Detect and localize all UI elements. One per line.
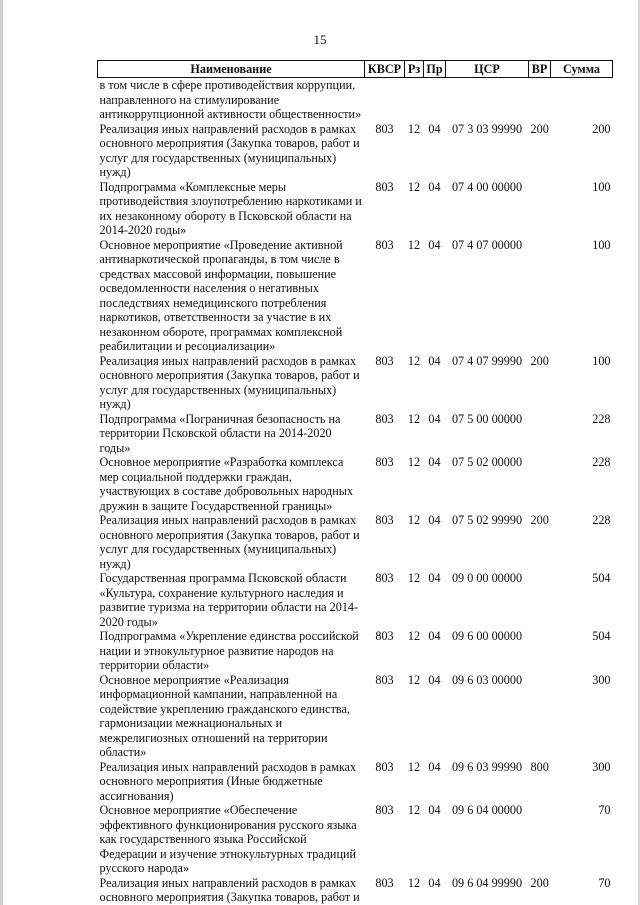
row-vr <box>529 180 551 238</box>
row-vr <box>529 78 551 122</box>
row-name: Реализация иных направлений расходов в рамках основного мероприятия (Иные бюджетные ассигнования) <box>99 759 357 803</box>
table-row <box>98 180 613 238</box>
row-csr: 07 3 03 99990 <box>451 121 523 136</box>
row-pr: 04 <box>428 803 441 817</box>
row-vr <box>529 571 551 629</box>
row-kvsr: 803 <box>375 759 394 774</box>
row-csr: 07 4 07 00000 <box>451 237 523 252</box>
scan-edge-left <box>0 0 3 905</box>
row-sum: 504 <box>592 629 611 643</box>
row-rz: 12 <box>407 629 421 643</box>
row-csr: 09 6 03 99990 <box>451 759 523 774</box>
row-rz: 12 <box>407 672 421 687</box>
table-row <box>98 455 613 513</box>
row-rz: 12 <box>407 571 421 585</box>
row-vr: 200 <box>530 875 549 890</box>
column-header-sum: Сумма <box>551 61 613 78</box>
row-pr: 04 <box>428 875 441 890</box>
row-kvsr: 803 <box>375 803 394 817</box>
row-csr: 07 5 00 00000 <box>451 411 523 426</box>
row-pr: 04 <box>428 121 441 136</box>
row-kvsr <box>365 78 405 122</box>
budget-table <box>97 60 613 905</box>
row-pr: 04 <box>428 353 441 368</box>
row-kvsr: 803 <box>375 179 394 194</box>
row-sum <box>551 78 613 122</box>
row-pr: 04 <box>428 629 441 643</box>
row-name: Основное мероприятие «Реализация информационной кампании, направленной на содействие укреплению гражданского единства, гармонизации межнациональных и межрелигиозных отношений на территории области» <box>99 672 350 759</box>
table-row <box>98 238 613 354</box>
row-name: Реализация иных направлений расходов в рамках основного мероприятия (Закупка товаров, работ и услуг для государственных (муниципальных) нужд) <box>99 513 360 571</box>
row-pr: 04 <box>428 179 441 194</box>
row-vr: 200 <box>530 513 549 527</box>
table-row <box>98 412 613 456</box>
row-vr <box>529 412 551 456</box>
row-rz: 12 <box>407 121 421 136</box>
row-csr <box>446 78 529 122</box>
row-kvsr: 803 <box>375 411 394 426</box>
row-csr: 09 6 00 00000 <box>451 629 523 643</box>
row-sum: 228 <box>592 455 611 469</box>
row-vr: 200 <box>530 121 549 136</box>
row-name: Основное мероприятие «Разработка комплекса мер социальной поддержки граждан, участвующих в составе добровольных народных дружин в защите Государственной границы» <box>99 455 354 513</box>
row-sum: 504 <box>592 571 611 585</box>
row-vr <box>529 673 551 760</box>
row-kvsr: 803 <box>375 353 394 368</box>
row-pr: 04 <box>428 237 441 252</box>
row-name: Реализация иных направлений расходов в рамках основного мероприятия (Закупка товаров, работ и услуг для государственных (муниципальных) нужд) <box>99 353 360 411</box>
row-csr: 07 5 02 00000 <box>451 455 523 469</box>
column-header-pr: Пр <box>424 61 446 78</box>
row-pr: 04 <box>428 455 441 469</box>
row-kvsr: 803 <box>375 513 394 527</box>
row-sum: 100 <box>592 179 611 194</box>
row-csr: 07 4 00 00000 <box>451 179 523 194</box>
row-vr <box>529 455 551 513</box>
row-kvsr: 803 <box>375 455 394 469</box>
row-sum: 70 <box>598 875 611 890</box>
table-row <box>98 354 613 412</box>
row-vr: 800 <box>530 759 549 774</box>
table-row <box>98 673 613 760</box>
column-header-vr: ВР <box>529 61 551 78</box>
table-row <box>98 78 613 122</box>
row-rz: 12 <box>407 759 421 774</box>
row-rz: 12 <box>407 875 421 890</box>
row-name: в том числе в сфере противодействия коррупции, направленного на стимулирование антикоррупционной активности общественности» <box>99 78 362 121</box>
column-header-rz: Рз <box>405 61 424 78</box>
row-rz: 12 <box>407 513 421 527</box>
row-rz: 12 <box>407 803 421 817</box>
row-kvsr: 803 <box>375 571 394 585</box>
column-header-csr: ЦСР <box>446 61 529 78</box>
table-row <box>98 122 613 180</box>
row-pr: 04 <box>428 672 441 687</box>
row-vr <box>529 238 551 354</box>
row-name: Государственная программа Псковской области «Культура, сохранение культурного наследия и развитие туризма на территории области на 2014-2020 годы» <box>99 571 359 629</box>
row-sum: 228 <box>592 411 611 426</box>
row-pr: 04 <box>428 759 441 774</box>
row-vr: 200 <box>530 353 549 368</box>
row-vr <box>529 629 551 673</box>
table-row <box>98 803 613 876</box>
row-rz: 12 <box>407 411 421 426</box>
row-rz: 12 <box>407 179 421 194</box>
row-pr: 04 <box>428 571 441 585</box>
row-csr: 09 6 04 99990 <box>451 875 523 890</box>
row-rz: 12 <box>407 353 421 368</box>
row-kvsr: 803 <box>375 629 394 643</box>
row-pr <box>424 78 446 122</box>
column-header-kvsr: КВСР <box>365 61 405 78</box>
row-sum: 70 <box>598 803 611 817</box>
row-rz: 12 <box>407 455 421 469</box>
row-vr <box>529 803 551 876</box>
row-sum: 300 <box>592 672 611 687</box>
row-sum: 100 <box>592 237 611 252</box>
table-row <box>98 513 613 571</box>
table-row <box>98 571 613 629</box>
table-row <box>98 760 613 804</box>
table-row <box>98 629 613 673</box>
row-sum: 228 <box>592 513 611 527</box>
row-pr: 04 <box>428 513 441 527</box>
row-sum: 300 <box>592 759 611 774</box>
row-pr: 04 <box>428 411 441 426</box>
page-number: 15 <box>313 32 327 47</box>
row-kvsr: 803 <box>375 672 394 687</box>
row-name: Основное мероприятие «Проведение активной антинаркотической пропаганды, в том числе в средствах массовой информации, повышение осведомленности населения о негативных последствиях немедицинского потребления наркотиков, ответственности за участие в их незаконном обороте, программах комплексной реабилитации и ресоциализации» <box>99 237 343 353</box>
row-kvsr: 803 <box>375 121 394 136</box>
row-name: Подпрограмма «Комплексные меры противодействия злоупотреблению наркотиками и их незаконному обороту в Псковской области на 2014-2020 годы» <box>99 179 362 237</box>
column-header-name: Наименование <box>98 61 365 78</box>
row-sum: 200 <box>592 121 611 136</box>
row-name: Подпрограмма «Пограничная безопасность на территории Псковской области на 2014-2020 годы» <box>99 411 341 455</box>
table-body <box>98 78 613 905</box>
row-csr: 09 6 03 00000 <box>451 672 523 687</box>
row-kvsr: 803 <box>375 237 394 252</box>
row-sum: 100 <box>592 353 611 368</box>
row-name: Подпрограмма «Укрепление единства российской нации и этнокультурное развитие народов на территории области» <box>99 629 359 672</box>
row-name: Реализация иных направлений расходов в рамках основного мероприятия (Закупка товаров, работ и <box>99 875 360 904</box>
table-row <box>98 876 613 905</box>
row-name: Реализация иных направлений расходов в рамках основного мероприятия (Закупка товаров, работ и услуг для государственных (муниципальных) нужд) <box>99 121 360 179</box>
row-rz <box>405 78 424 122</box>
row-name: Основное мероприятие «Обеспечение эффективного функционирования русского языка как государственного языка Российской Федерации и изучение этнокультурных традиций русского народа» <box>99 803 357 875</box>
row-kvsr: 803 <box>375 875 394 890</box>
row-csr: 09 6 04 00000 <box>451 803 523 817</box>
row-csr: 09 0 00 00000 <box>451 571 523 585</box>
row-csr: 07 5 02 99990 <box>451 513 523 527</box>
table-header-row <box>98 61 613 78</box>
row-rz: 12 <box>407 237 421 252</box>
row-csr: 07 4 07 99990 <box>451 353 523 368</box>
